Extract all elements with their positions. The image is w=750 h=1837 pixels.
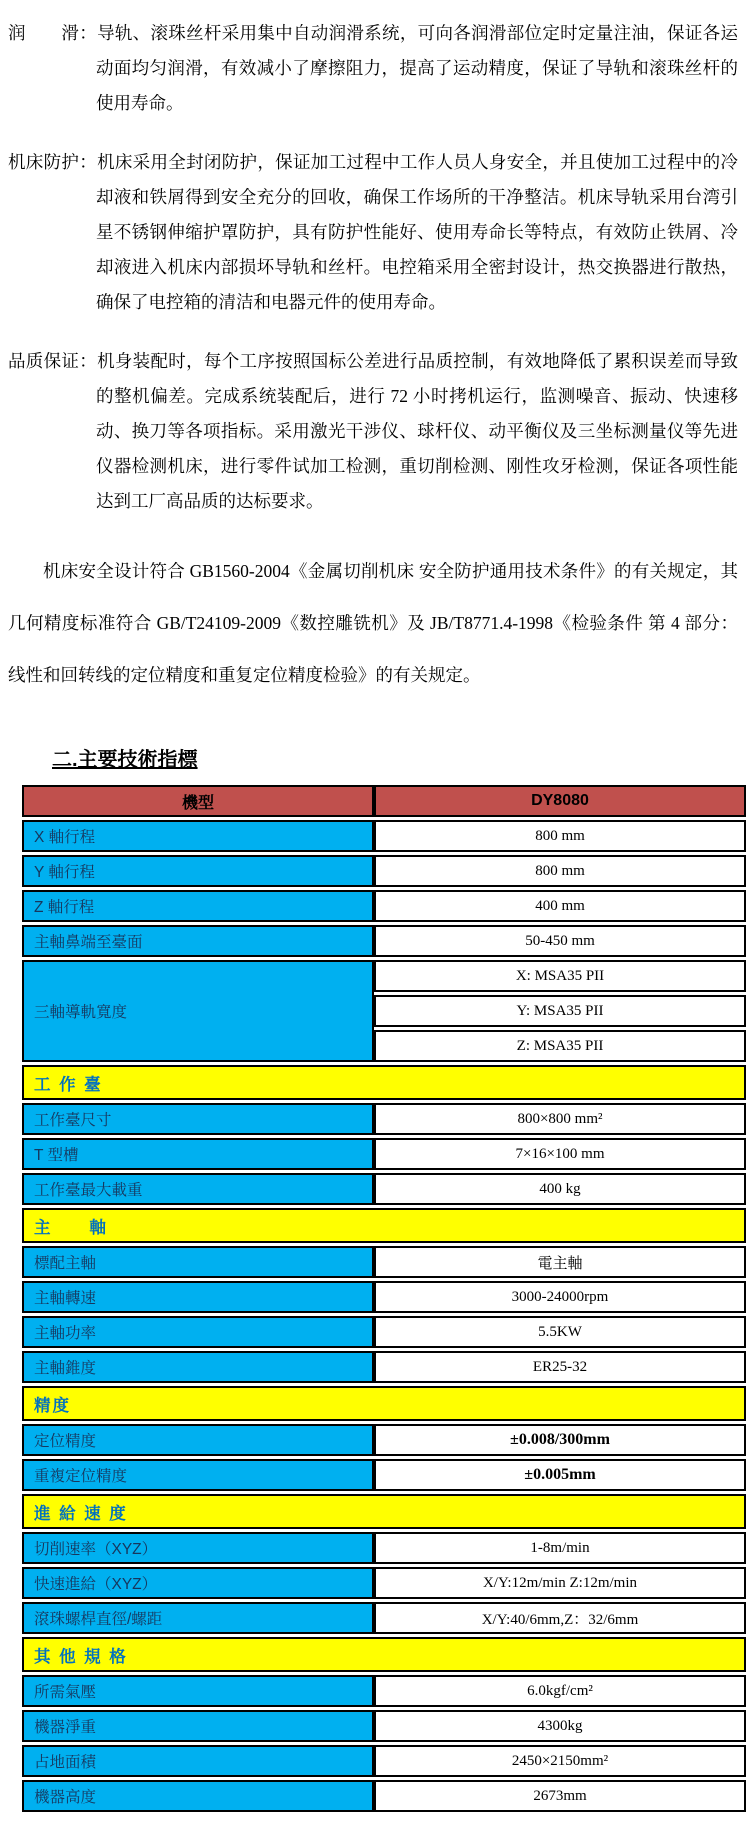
row-label-cell: 占地面積 — [22, 1745, 374, 1777]
paragraph-text: 机床采用全封闭防护，保证加工过程中工作人员人身安全，并且使加工过程中的冷却液和铁屑得到安全充分的回收，确保工作场所的干净整洁。机床导轨采用台湾引星不锈钢伸缩护罩防护，具有防护性能好、使用寿命长等特点，有效防止铁屑、冷却液进入机床内部损坏导轨和丝杆。电控箱采用全密封设计，热交换器进行散热，确保了电控箱的清洁和电器元件的使用寿命。 — [96, 152, 738, 312]
row-value-cell: X/Y:12m/min Z:12m/min — [374, 1567, 746, 1599]
row-label-cell: 滾珠螺桿直徑/螺距 — [22, 1602, 374, 1634]
table-row — [22, 1246, 746, 1278]
section-label-cell: 精度 — [22, 1386, 746, 1421]
row-value-cell: 3000-24000rpm — [374, 1281, 746, 1313]
row-label-cell: Z 軸行程 — [22, 890, 374, 922]
row-label-cell: 機器淨重 — [22, 1710, 374, 1742]
table-row — [22, 960, 746, 992]
row-value-cell: 6.0kgf/cm² — [374, 1675, 746, 1707]
table-row — [22, 1780, 746, 1812]
row-label-cell: X 軸行程 — [22, 820, 374, 852]
row-value-cell: 800 mm — [374, 820, 746, 852]
table-row — [22, 1532, 746, 1564]
row-label-cell: 機器高度 — [22, 1780, 374, 1812]
table-row — [22, 820, 746, 852]
spec-table — [22, 782, 746, 1815]
table-row — [22, 1316, 746, 1348]
paragraph-label: 润 滑： — [8, 23, 98, 43]
section-title: 二.主要技術指標 — [52, 749, 198, 771]
section-row — [22, 1494, 746, 1529]
row-value-cell: 5.5KW — [374, 1316, 746, 1348]
table-row — [22, 1424, 746, 1456]
table-row — [22, 855, 746, 887]
row-value-cell: 50-450 mm — [374, 925, 746, 957]
table-row — [22, 1103, 746, 1135]
table-row — [22, 890, 746, 922]
paragraph-machine-protection — [8, 145, 738, 320]
row-label-cell: 切削速率（XYZ） — [22, 1532, 374, 1564]
paragraph-text: 机身装配时，每个工序按照国标公差进行品质控制，有效地降低了累积误差而导致的整机偏差。完成系统装配后，进行 72 小时拷机运行，监测噪音、振动、快速移动、换刀等各项指标。采用激光干涉仪、球杆仪、动平衡仪及三坐标测量仪等先进仪器检测机床，进行零件试加工检测，重切削检测、刚性攻牙检测，保证各项性能达到工厂高品质的达标要求。 — [96, 351, 738, 511]
section-label-cell: 其 他 規 格 — [22, 1637, 746, 1672]
section-row — [22, 1065, 746, 1100]
model-value-header-cell: DY8080 — [374, 785, 746, 817]
row-label-cell: 快速進給（XYZ） — [22, 1567, 374, 1599]
row-value-cell: X/Y:40/6mm,Z：32/6mm — [374, 1602, 746, 1634]
row-value-cell: 7×16×100 mm — [374, 1138, 746, 1170]
paragraph-label: 品质保证： — [8, 351, 98, 371]
row-value-cell: X: MSA35 PII — [374, 960, 746, 992]
row-value-cell: ER25-32 — [374, 1351, 746, 1383]
paragraph-text: 导轨、滚珠丝杆采用集中自动润滑系统，可向各润滑部位定时定量注油，保证各运动面均匀润滑，有效减小了摩擦阻力，提高了运动精度，保证了导轨和滚珠丝杆的使用寿命。 — [96, 23, 738, 113]
paragraph-quality-assurance — [8, 344, 738, 519]
section-label-cell: 工 作 臺 — [22, 1065, 746, 1100]
row-value-cell: 電主軸 — [374, 1246, 746, 1278]
row-label-cell: 標配主軸 — [22, 1246, 374, 1278]
row-value-cell: ±0.005mm — [374, 1459, 746, 1491]
table-row — [22, 1745, 746, 1777]
table-row — [22, 1138, 746, 1170]
row-value-cell: 400 kg — [374, 1173, 746, 1205]
row-label-cell: 工作臺尺寸 — [22, 1103, 374, 1135]
row-label-cell: 工作臺最大載重 — [22, 1173, 374, 1205]
table-row — [22, 1281, 746, 1313]
row-label-cell: 定位精度 — [22, 1424, 374, 1456]
table-row — [22, 1710, 746, 1742]
row-value-cell: Z: MSA35 PII — [374, 1030, 746, 1062]
paragraph-label: 机床防护： — [8, 152, 98, 172]
section-row — [22, 1208, 746, 1243]
table-row — [22, 1459, 746, 1491]
row-value-cell: ±0.008/300mm — [374, 1424, 746, 1456]
row-value-cell: 800 mm — [374, 855, 746, 887]
spec-table-body — [22, 820, 746, 1812]
row-value-cell: 4300kg — [374, 1710, 746, 1742]
paragraph-standards: 机床安全设计符合 GB1560-2004《金属切削机床 安全防护通用技术条件》的有关规定，其几何精度标准符合 GB/T24109-2009《数控雕铣机》及 JB/T8771.4-1998《检验条件 第 4 部分： 线性和回转线的定位精度和重复定位精度检验》的有关规定。 — [8, 561, 738, 685]
section-label-cell: 進 給 速 度 — [22, 1494, 746, 1529]
row-value-cell: Y: MSA35 PII — [374, 995, 746, 1027]
row-label-cell: T 型槽 — [22, 1138, 374, 1170]
section-row — [22, 1386, 746, 1421]
table-row — [22, 1173, 746, 1205]
row-label-cell: 主軸鼻端至臺面 — [22, 925, 374, 957]
paragraph-lubrication — [8, 16, 738, 121]
row-label-cell: 主軸功率 — [22, 1316, 374, 1348]
table-header-row — [22, 785, 746, 817]
section-row — [22, 1637, 746, 1672]
model-header-cell: 機型 — [22, 785, 374, 817]
table-row — [22, 1675, 746, 1707]
row-value-cell: 800×800 mm² — [374, 1103, 746, 1135]
row-label-cell: 主軸轉速 — [22, 1281, 374, 1313]
section-label-cell: 主 軸 — [22, 1208, 746, 1243]
table-row — [22, 1567, 746, 1599]
row-value-cell: 400 mm — [374, 890, 746, 922]
table-row — [22, 1602, 746, 1634]
row-value-cell: 1-8m/min — [374, 1532, 746, 1564]
row-label-cell: 三軸導軌寬度 — [22, 960, 374, 1062]
row-value-cell: 2673mm — [374, 1780, 746, 1812]
row-label-cell: 所需氣壓 — [22, 1675, 374, 1707]
table-row — [22, 925, 746, 957]
row-label-cell: 重複定位精度 — [22, 1459, 374, 1491]
row-value-cell: 2450×2150mm² — [374, 1745, 746, 1777]
row-label-cell: 主軸錐度 — [22, 1351, 374, 1383]
row-label-cell: Y 軸行程 — [22, 855, 374, 887]
table-row — [22, 1351, 746, 1383]
